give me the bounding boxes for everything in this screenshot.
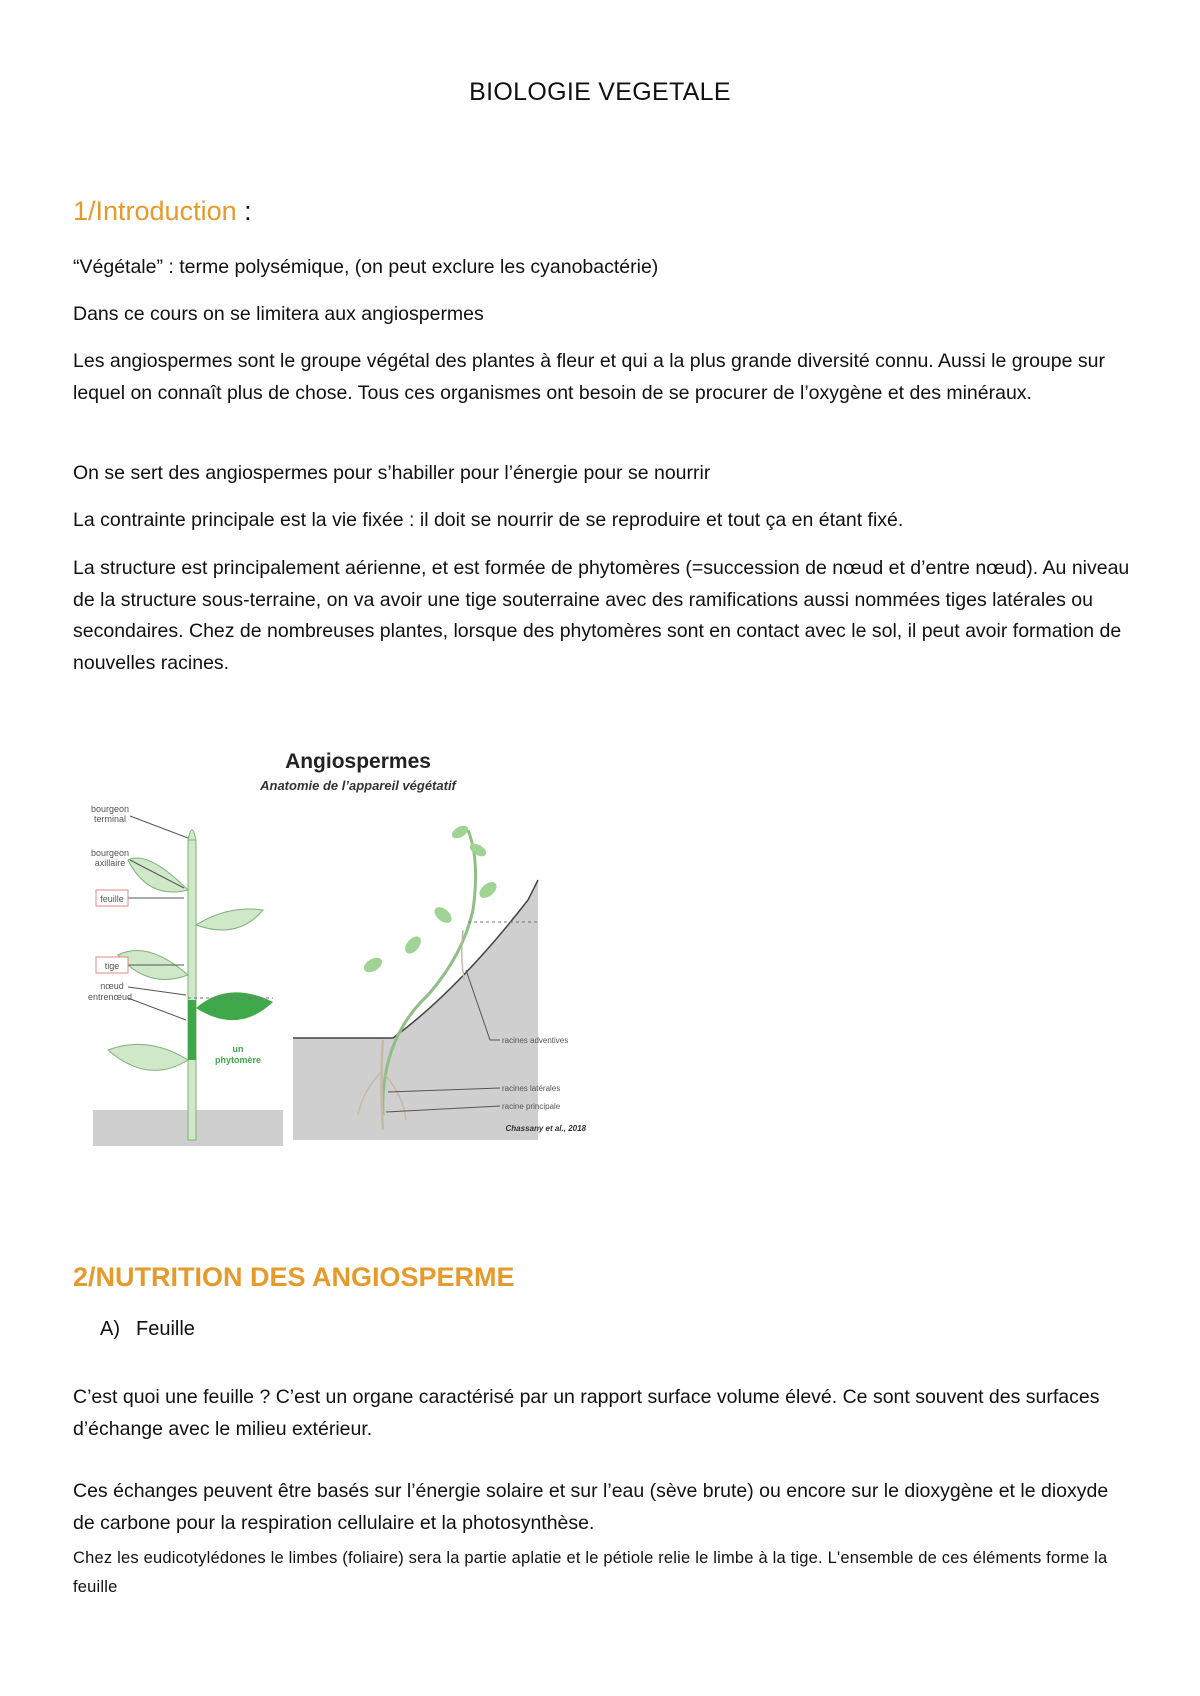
label-racines-laterales: racines latérales [502,1084,561,1093]
figure-subtitle: Anatomie de l’appareil végétatif [260,778,456,793]
leaf-lower-left [108,1044,188,1070]
small-leaf-1 [361,955,384,975]
label-racines-adventives: racines adventives [502,1036,569,1045]
label-feuille: feuille [100,894,124,904]
subsection-feuille [100,1318,195,1341]
label-phytomere-2: phytomère [214,1055,262,1065]
paragraph-vegetale: “Végétale” : terme polysémique, (on peut exclure les cyanobactérie) [73,256,659,278]
paragraph-feuille-definition: C’est quoi une feuille ? C’est un organe caractérisé par un rapport surface volume élevé. Ce sont souvent des surfaces d’échange avec le milieu extérieur. [73,1386,1100,1440]
section-heading-colon: : [244,196,252,226]
terminal-bud-icon [188,830,196,840]
figure-title: Angiospermes [285,750,431,773]
section-heading-text: 1/Introduction [73,196,237,226]
label-bourgeon-terminal-1: bourgeon [90,804,130,814]
leader-entrenoeud [128,998,186,1020]
label-bourgeon-axillaire-1: bourgeon [90,848,130,858]
section-heading-introduction [73,196,252,227]
paragraph-uses: On se sert des angiospermes pour s’habiller pour l’énergie pour se nourrir [73,462,711,484]
small-leaf-4 [476,879,499,901]
label-racine-principale: racine principale [502,1102,561,1111]
figure-credit: Chassany et al., 2018 [505,1124,586,1133]
phytomere-internode [188,1000,196,1060]
document-title: BIOLOGIE VEGETALE [469,78,731,106]
paragraph-eudicotyledones: Chez les eudicotylédones le limbes (foliaire) sera la partie aplatie et le pétiole relie le limbe à la tige. L'ensemble de ces éléments forme la feuille [73,1549,1108,1596]
phytomere-leaf [196,992,273,1020]
label-entrenoeud: entrenœud [88,992,133,1002]
section-heading-nutrition: 2/NUTRITION DES ANGIOSPERME [73,1262,515,1292]
paragraph-structure: La structure est principalement aérienne, et est formée de phytomères (=succession de nœud et d’entre nœud). Au niveau de la structure sous-terraine, on va avoir une tige souterraine avec des ramifications aussi nommées tiges latérales ou secondaires. Chez de nombreuses plantes, lorsque des phytomères sont en contact avec le sol, il peut avoir formation de nouvelles racines. [73,557,1130,674]
small-leaf-3 [431,904,454,926]
plant-stem [188,840,196,1140]
label-phytomere-1: un [232,1044,244,1054]
paragraph-echanges: Ces échanges peuvent être basés sur l’énergie solaire et sur l’eau (sève brute) ou encore sur le dioxygène et le dioxyde de carbone pour la respiration cellulaire et la photosynthèse. [73,1480,1109,1534]
leaf-upper-right [196,909,263,930]
angiosperm-anatomy-figure [88,740,638,1150]
subsection-marker: A) [100,1318,120,1340]
subsection-label: Feuille [136,1318,195,1340]
leader-terminal [130,816,188,838]
anatomy-diagram [88,740,638,1150]
paragraph-angiospermes-limit: Dans ce cours on se limitera aux angiospermes [73,303,484,325]
label-bourgeon-axillaire-2: axillaire [94,858,126,868]
paragraph-angiospermes-definition: Les angiospermes sont le groupe végétal des plantes à fleur et qui a la plus grande diversité connu. Aussi le groupe sur lequel on connaît plus de chose. Tous ces organismes ont besoin de se procurer de l’oxygène et des minéraux. [73,350,1105,404]
label-noeud: nœud [100,981,124,991]
leader-noeud [128,987,186,995]
label-bourgeon-terminal-2: terminal [93,814,127,824]
paragraph-constraint: La contrainte principale est la vie fixée : il doit se nourrir de se reproduire et tout ça en étant fixé. [73,509,904,531]
small-leaf-2 [402,933,424,956]
label-tige: tige [104,961,120,971]
